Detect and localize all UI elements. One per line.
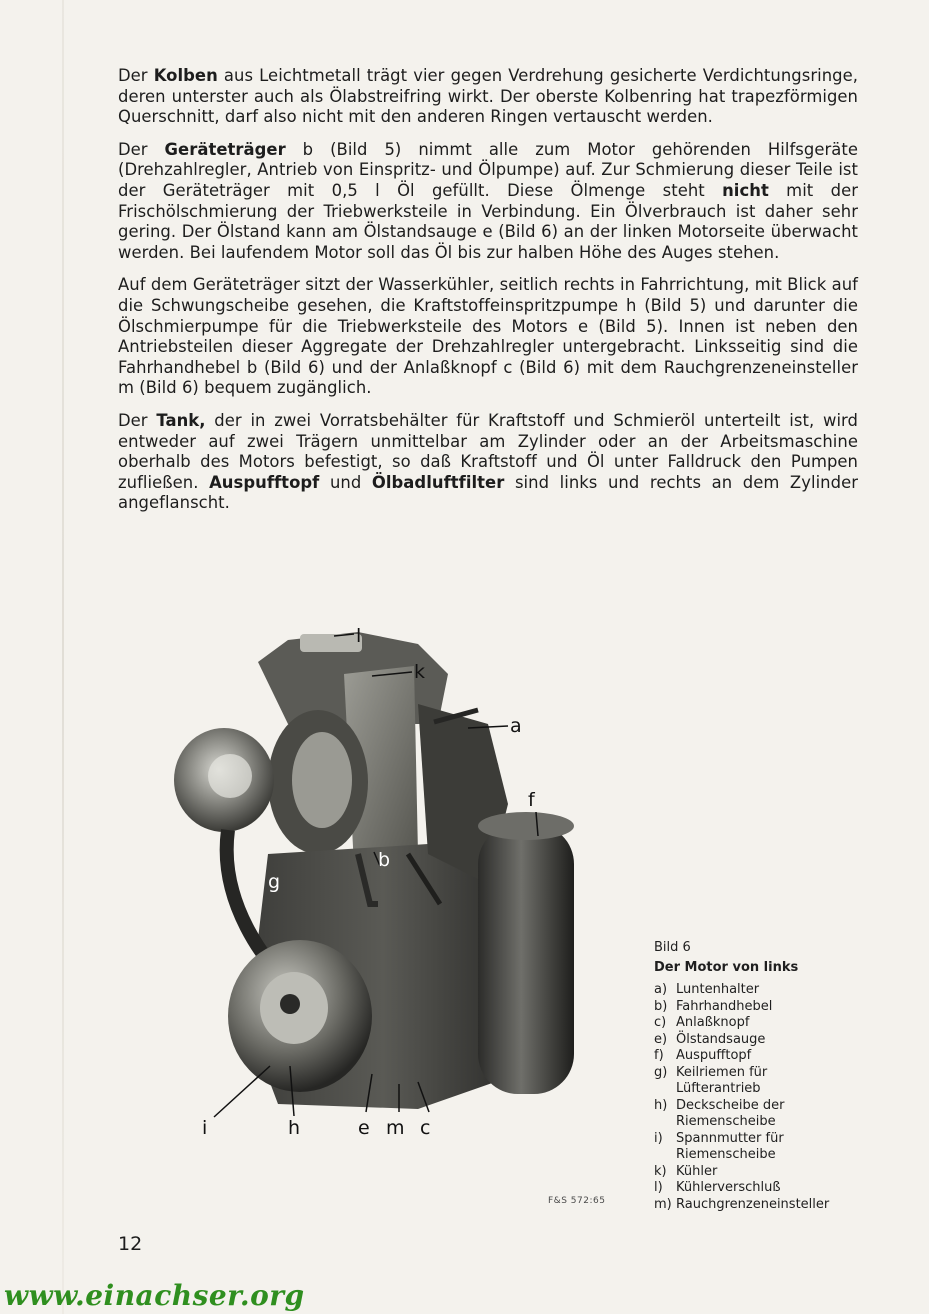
legend-label: Spannmutter für Riemenscheibe [676, 1130, 784, 1162]
paragraph-kolben [118, 66, 858, 128]
legend-label: Fahrhandhebel [676, 998, 773, 1014]
legend-item [654, 1180, 874, 1197]
photo-label-h: h [288, 1117, 301, 1139]
legend-item [654, 1015, 874, 1032]
text-run: b (Bild 5) nimmt alle zum Motor gehörenden Hilfsgeräte (Drehzahlregler, Antrieb von Einspritz- und Ölpumpe) auf. Zur Schmierung dieser Teile ist der Geräteträger mit 0,5 l Öl gefüllt. Diese Ölmenge steht [118, 139, 858, 200]
binding-shadow [62, 0, 64, 1314]
paragraph-geraetetraeger [118, 140, 858, 264]
text-run: und [319, 472, 372, 492]
legend-key: b) [654, 998, 668, 1014]
paragraph-wasserkuehler [118, 275, 858, 399]
figure-title: Der Motor von links [654, 959, 799, 975]
legend-label: Keilriemen für Lüfterantrieb [676, 1064, 768, 1096]
engine-illustration [118, 604, 620, 1212]
legend-item [654, 982, 874, 999]
legend-item [654, 1197, 874, 1214]
legend-label: Anlaßknopf [676, 1015, 750, 1030]
legend-key: g) [654, 1064, 668, 1080]
bold-term: Kolben [153, 66, 218, 85]
legend-item [654, 1164, 874, 1181]
photo-label-i: i [202, 1117, 208, 1139]
photo-label-c: c [420, 1117, 431, 1139]
legend-key: l) [654, 1180, 663, 1195]
legend-key: h) [654, 1097, 668, 1113]
paragraph-tank [118, 411, 858, 514]
legend-item [654, 999, 874, 1016]
text-run: der in zwei Vorratsbehälter für Kraftstoff und Schmieröl unterteilt ist, wird entweder auf zwei Trägern unmittelbar am Zylinder oder an der Arbeitsmaschine oberhalb des Motors befestigt, so daß Kraftstoff und Öl unter Falldruck den Pumpen zufließen. [118, 410, 858, 492]
legend-label: Luntenhalter [676, 982, 760, 997]
text-run: Der [118, 139, 165, 159]
text-run: sind links und rechts an dem Zylinder angeflanscht. [118, 472, 858, 513]
legend-label: Auspufftopf [676, 1048, 752, 1063]
body-text [118, 66, 858, 526]
bold-term: Tank, [156, 410, 206, 430]
legend-label: Kühlerverschluß [676, 1180, 781, 1195]
text-run: mit der Frischölschmierung der Triebwerksteile in Verbindung. Ein Ölverbrauch ist daher sehr gering. Der Ölstand kann am Ölstandsauge e (Bild 6) an der linken Motorseite überwacht werden. Bei laufendem Motor soll das Öl bis zur halben Höhe des Auges stehen. [118, 180, 858, 262]
legend-label: Ölstandsauge [676, 1031, 766, 1047]
legend-key: i) [654, 1130, 663, 1146]
legend-key: m) [654, 1196, 672, 1212]
legend-item [654, 1048, 874, 1065]
engine-photo [118, 604, 620, 1212]
text-run: Der [118, 410, 157, 430]
photo-label-e: e [358, 1117, 370, 1139]
legend-key: k) [654, 1163, 667, 1179]
text-run: Auf dem Geräteträger sitzt der Wasserkühler, seitlich rechts in Fahrrichtung, mit Blick auf die Schwungscheibe gesehen, die Kraftstoffeinspritzpumpe h (Bild 5) und darunter die Ölschmierpumpe für die Triebwerksteile des Motors e (Bild 5). Innen ist neben den Antriebsteilen dieser Aggregate der Drehzahlregler untergebracht. Linksseitig sind die Fahrhandhebel b (Bild 6) und der Anlaßknopf c (Bild 6) mit dem Rauchgrenzeneinsteller m (Bild 6) bequem zugänglich. [118, 275, 858, 398]
figure-number: Bild 6 [654, 940, 691, 955]
legend-key: a) [654, 982, 668, 997]
photo-label-m: m [386, 1117, 405, 1139]
legend-key: f) [654, 1048, 664, 1063]
legend-key: e) [654, 1031, 668, 1047]
figure-legend [654, 982, 874, 1213]
watermark-link[interactable]: www.einachser.org [4, 1279, 305, 1312]
bold-term: Auspufftopf [209, 472, 320, 492]
figure-caption [654, 940, 874, 1213]
page-number: 12 [118, 1233, 143, 1255]
legend-key: c) [654, 1015, 667, 1030]
legend-item [654, 1032, 874, 1049]
legend-label: Deckscheibe der Riemenscheibe [676, 1097, 785, 1129]
photo-label-b: b [378, 849, 391, 871]
photo-label-g: g [268, 871, 281, 893]
legend-item [654, 1131, 874, 1164]
legend-item [654, 1065, 874, 1098]
photo-label-a: a [510, 715, 522, 737]
bold-term: nicht [722, 180, 769, 200]
legend-label: Kühler [676, 1163, 718, 1179]
photo-label-f: f [528, 789, 535, 811]
legend-label: Rauchgrenzeneinsteller [676, 1196, 830, 1212]
legend-item [654, 1098, 874, 1131]
text-run: Der [118, 66, 154, 85]
text-run: aus Leichtmetall trägt vier gegen Verdrehung gesicherte Verdichtungsringe, deren unterster auch als Ölabstreifring wirkt. Der oberste Kolbenring hat trapezförmigen Querschnitt, darf also nicht mit den anderen Ringen vertauscht werden. [118, 66, 858, 127]
photo-label-l: l [356, 625, 362, 647]
bold-term: Geräteträger [164, 139, 286, 159]
photo-label-k: k [414, 661, 426, 683]
bold-term: Ölbadluftfilter [371, 472, 505, 492]
figure-code: F&S 572:65 [548, 1196, 606, 1206]
